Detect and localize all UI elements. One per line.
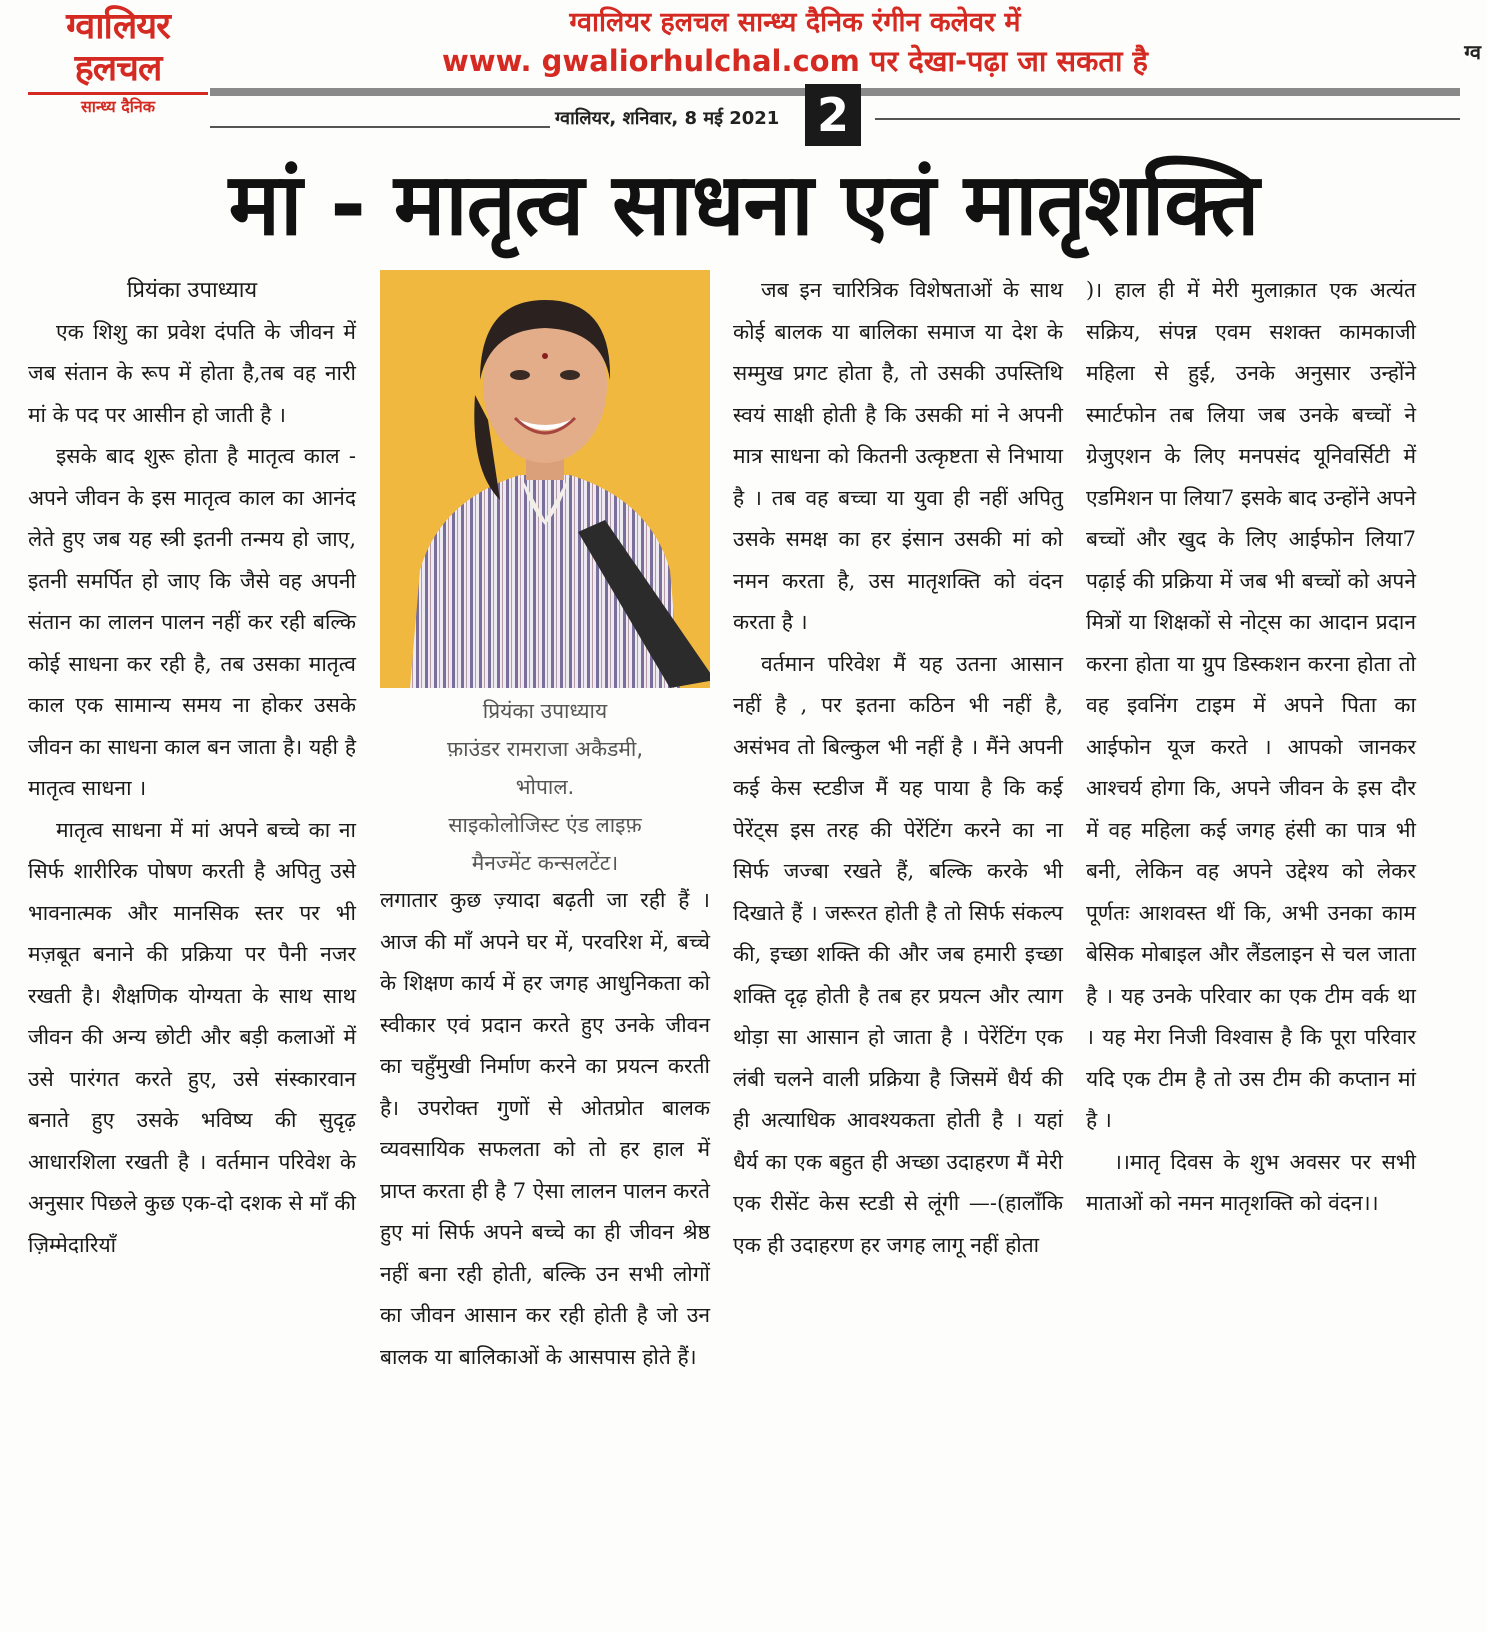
article-column-4 [1086,270,1416,1225]
caption-name: प्रियंका उपाध्याय [482,699,608,723]
photo-caption [380,692,710,882]
paragraph: जब इन चारित्रिक विशेषताओं के साथ कोई बालक या बालिका समाज या देश के सम्मुख प्रगट होता है, तो उसकी उपस्तिथि स्वयं साक्षी होती है कि उसकी मां ने अपनी मात्र साधना को कितनी उत्कृष्टता से निभाया है । तब वह बच्चा या युवा ही नहीं अपितु उसके समक्ष का हर इंसान उसकी मां को नमन करता है, उस मातृशक्ति को वंदन करता है । [733,278,1063,634]
paragraph: लगातार कुछ ज़्यादा बढ़ती जा रही हैं । आज की माँ अपने घर में, परवरिश में, बच्चे के शिक्षण कार्य में हर जगह आधुनिकता को स्वीकार एवं प्रदान करते हुए उनके जीवन का चहुँमुखी निर्माण करने का प्रयत्न करती है। उपरोक्त गुणों से ओतप्रोत बालक व्यवसायिक सफलता को तो हर हाल में प्राप्त करता ही है 7 ऐसा लालन पालन करते हुए मां सिर्फ अपने बच्चे का ही जीवन श्रेष्ठ नहीं बना रही होती, बल्कि उन सभी लोगों का जीवन आसान कर रही होती है जो उन बालक या बालिकाओं के आसपास होते हैं। [380,888,710,1369]
author-portrait-illustration [380,270,710,688]
page-number: 2 [805,84,861,146]
paragraph: एक शिशु का प्रवेश दंपति के जीवन में जब संतान के रूप में होता है,तब वह नारी मां के पद पर आसीन हो जाती है । [28,319,356,427]
logo-line-3: सान्ध्य दैनिक [80,97,156,116]
promo-line-1: ग्वालियर हलचल सान्ध्य दैनिक रंगीन कलेवर में [569,7,1021,38]
dateline: ग्वालियर, शनिवार, 8 मई 2021 [555,108,780,129]
article-column-2 [380,880,710,1378]
closing-paragraph: ।।मातृ दिवस के शुभ अवसर पर सभी माताओं को नमन मातृशक्ति को वंदन।। [1086,1149,1416,1215]
article-column-3 [733,270,1063,1266]
dateline-rule-left [210,126,550,128]
promo-banner [230,4,1360,80]
paragraph: वर्तमान परिवेश मैं यह उतना आसान नहीं है , पर इतना कठिन भी नहीं है, असंभव तो बिल्कुल भी नहीं है । मैंने अपनी कई केस स्टडीज मैं यह पाया है कि कई पेरेंट्स इस तरह की पेरेंटिंग करने का ना सिर्फ जज्बा रखते हैं, बल्कि करके भी दिखाते हैं । जरूरत होती है तो सिर्फ संकल्प की, इच्छा शक्ति की और जब हमारी इच्छा शक्ति दृढ़ होती है तब हर प्रयत्न और त्याग थोड़ा सा आसान हो जाता है । पेरेंटिंग एक लंबी चलने वाली प्रक्रिया है जिसमें धैर्य की ही अत्याधिक आवश्यकता होती है । यहां धैर्य का एक बहुत ही अच्छा उदाहरण मैं मेरी एक रीसेंट केस स्टडी से लूंगी —-(हालाँकि एक ही उदाहरण हर जगह लागू नहीं होता [733,651,1063,1257]
dateline-rule-right [875,118,1460,120]
author-byline: प्रियंका उपाध्याय [126,278,258,303]
caption-line: भोपाल. [515,775,575,799]
promo-website-link[interactable]: www. gwaliorhulchal.com पर देखा-पढ़ा जा सकता है [442,44,1148,78]
paragraph: इसके बाद शुरू होता है मातृत्व काल - अपने जीवन के इस मातृत्व काल का आनंद लेते हुए जब यह स्त्री इतनी तन्मय हो जाए, इतनी समर्पित हो जाए कि जैसे वह अपनी संतान का लालन पालन नहीं कर रही बल्कि कोई साधना कर रही है, तब उसका मातृत्व काल एक सामान्य समय ना होकर उसके जीवन का साधना काल बन जाता है। यही है मातृत्व साधना । [28,444,356,800]
logo-line-2: हलचल [28,48,208,95]
article-headline: मां - मातृत्व साधना एवं मातृशक्ति [228,155,1259,255]
edge-cut-text: ग्व [1464,40,1481,64]
paragraph: मातृत्व साधना में मां अपने बच्चे का ना सिर्फ शारीरिक पोषण करती है अपितु उसे भावनात्मक और मानसिक स्तर पर भी मज़बूत बनाने की प्रक्रिया पर पैनी नजर रखती है। शैक्षणिक योग्यता के साथ साथ जीवन की अन्य छोटी और बड़ी कलाओं में उसे पारंगत करते हुए, उसे संस्कारवान बनाते हुए उसके भविष्य की सुदृढ़ आधारशिला रखती है । वर्तमान परिवेश के अनुसार पिछले कुछ एक-दो दशक से माँ की ज़िम्मेदारियाँ [28,817,356,1257]
author-photo [380,270,710,688]
caption-line: मैनज्मेंट कन्सलटेंट। [471,851,619,875]
paragraph: )। हाल ही में मेरी मुलाक़ात एक अत्यंत सक्रिय, संपन्न एवम सशक्त कामकाजी महिला से हुई, उनके अनुसार उन्होंने स्मार्टफोन तब लिया जब उनके बच्चों ने ग्रेजुएशन के लिए मनपसंद यूनिवर्सिटी में एडमिशन पा लिया7 इसके बाद उन्होंने अपने बच्चों और खुद के लिए आईफोन लिया7 पढ़ाई की प्रक्रिया में जब भी बच्चों को अपने मित्रों या शिक्षकों से नोट्स का आदान प्रदान करना होता या ग्रुप डिस्कशन करना होता तो वह इवनिंग टाइम में अपने पिता का आईफोन यूज करते । आपको जानकर आश्चर्य होगा कि, अपने जीवन के इस दौर में वह महिला कई जगह हंसी का पात्र भी बनी, लेकिन वह अपने उद्देश्य को लेकर पूर्णतः आशवस्त थीं कि, अभी उनका काम बेसिक मोबाइल और लैंडलाइन से चल जाता है । यह उनके परिवार का एक टीम वर्क था । यह मेरा निजी विश्वास है कि पूरा परिवार यदि एक टीम है तो उस टीम की कप्तान मां है । [1086,278,1416,1132]
masthead [0,0,1487,150]
article-column-1 [28,270,356,1266]
logo-line-1: ग्वालियर [66,6,170,47]
caption-line: साइकोलोजिस्ट एंड लाइफ़ [448,813,642,837]
caption-line: फ़ाउंडर रामराजा अकैडमी, [446,737,644,761]
newspaper-logo[interactable] [28,6,208,117]
